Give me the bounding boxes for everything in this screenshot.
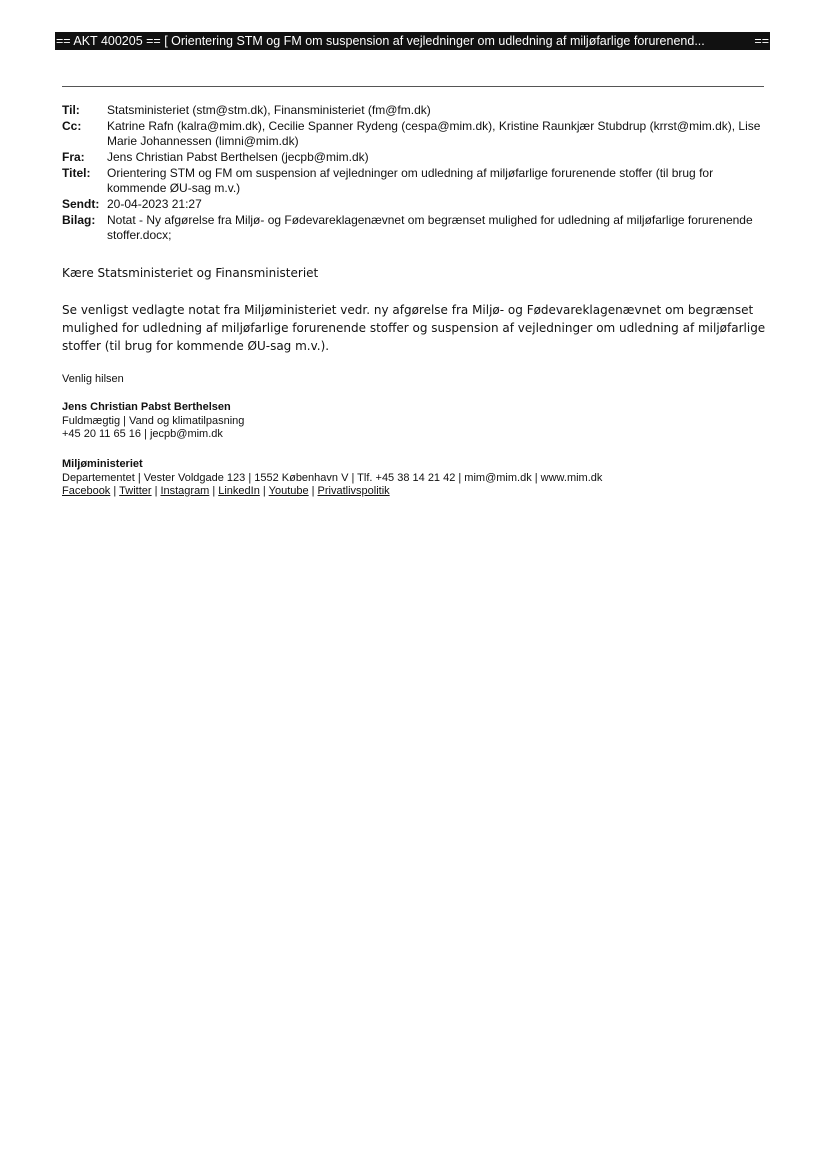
facebook-link[interactable]: Facebook <box>62 485 111 497</box>
organization-name: Miljøministeriet <box>62 458 143 470</box>
header-label: Sendt: <box>62 197 100 211</box>
header-label: Fra: <box>62 150 85 164</box>
email-body-paragraph: Se venligst vedlagte notat fra Miljøministeriet vedr. ny afgørelse fra Miljø- og Fødevareklagenævnet om begrænset mulighed for udledning af miljøfarlige forurenende stoffer og suspension af vejledninger om udledning af miljøfarlige stoffer (til brug for kommende ØU-sag m.v.). <box>62 303 766 353</box>
header-row-cc <box>62 119 772 149</box>
header-row-attachment <box>62 213 772 243</box>
email-closing: Venlig hilsen <box>62 373 124 385</box>
link-separator: | <box>154 485 158 497</box>
social-links <box>62 485 602 499</box>
header-row-title <box>62 166 772 196</box>
link-separator: | <box>262 485 266 497</box>
organization-address: Departementet | Vester Voldgade 123 | 1552 København V | Tlf. +45 38 14 21 42 | mim@mim.dk | www.mim.dk <box>62 471 603 484</box>
header-label: Cc: <box>62 119 82 133</box>
link-separator: | <box>113 485 117 497</box>
banner-title: == AKT 400205 == [ Orientering STM og FM om suspension af vejledninger om udledning af miljøfarlige forurenend... <box>56 34 705 48</box>
recipients-to: Statsministeriet (stm@stm.dk), Finansministeriet (fm@fm.dk) <box>107 103 431 117</box>
instagram-link[interactable]: Instagram <box>160 485 210 497</box>
twitter-link[interactable]: Twitter <box>119 485 152 497</box>
email-headers <box>62 103 772 244</box>
header-row-to <box>62 103 772 118</box>
link-separator: | <box>212 485 216 497</box>
header-row-from <box>62 150 772 165</box>
signature-contact: +45 20 11 65 16 | jecpb@mim.dk <box>62 428 223 440</box>
sent-timestamp: 20-04-2023 21:27 <box>107 197 202 211</box>
youtube-link[interactable]: Youtube <box>268 485 309 497</box>
header-label: Til: <box>62 103 80 117</box>
link-separator: | <box>311 485 315 497</box>
email-subject: Orientering STM og FM om suspension af vejledninger om udledning af miljøfarlige forurenende stoffer (til brug for kommende ØU-sag m.v.) <box>107 166 714 195</box>
recipients-cc: Katrine Rafn (kalra@mim.dk), Cecilie Spanner Rydeng (cespa@mim.dk), Kristine Raunkjær Stubdrup (krrst@mim.dk), Lise Marie Johannessen (limni@mim.dk) <box>107 119 761 148</box>
header-divider <box>62 86 764 87</box>
banner-end-marker: == <box>754 34 769 48</box>
linkedin-link[interactable]: LinkedIn <box>218 485 260 497</box>
attachment-name: Notat - Ny afgørelse fra Miljø- og Fødevareklagenævnet om begrænset mulighed for udledning af miljøfarlige forurenende stoffer.docx; <box>107 213 753 242</box>
signature-name: Jens Christian Pabst Berthelsen <box>62 401 231 413</box>
sender: Jens Christian Pabst Berthelsen (jecpb@mim.dk) <box>107 150 369 164</box>
email-greeting: Kære Statsministeriet og Finansministeriet <box>62 266 319 280</box>
organization-block <box>62 458 602 499</box>
header-row-sent <box>62 197 772 212</box>
signature-role: Fuldmægtig | Vand og klimatilpasning <box>62 414 245 427</box>
header-label: Titel: <box>62 166 91 180</box>
document-banner <box>55 32 770 50</box>
signature-block <box>62 401 244 442</box>
header-label: Bilag: <box>62 213 96 227</box>
privacy-policy-link[interactable]: Privatlivspolitik <box>317 485 390 497</box>
